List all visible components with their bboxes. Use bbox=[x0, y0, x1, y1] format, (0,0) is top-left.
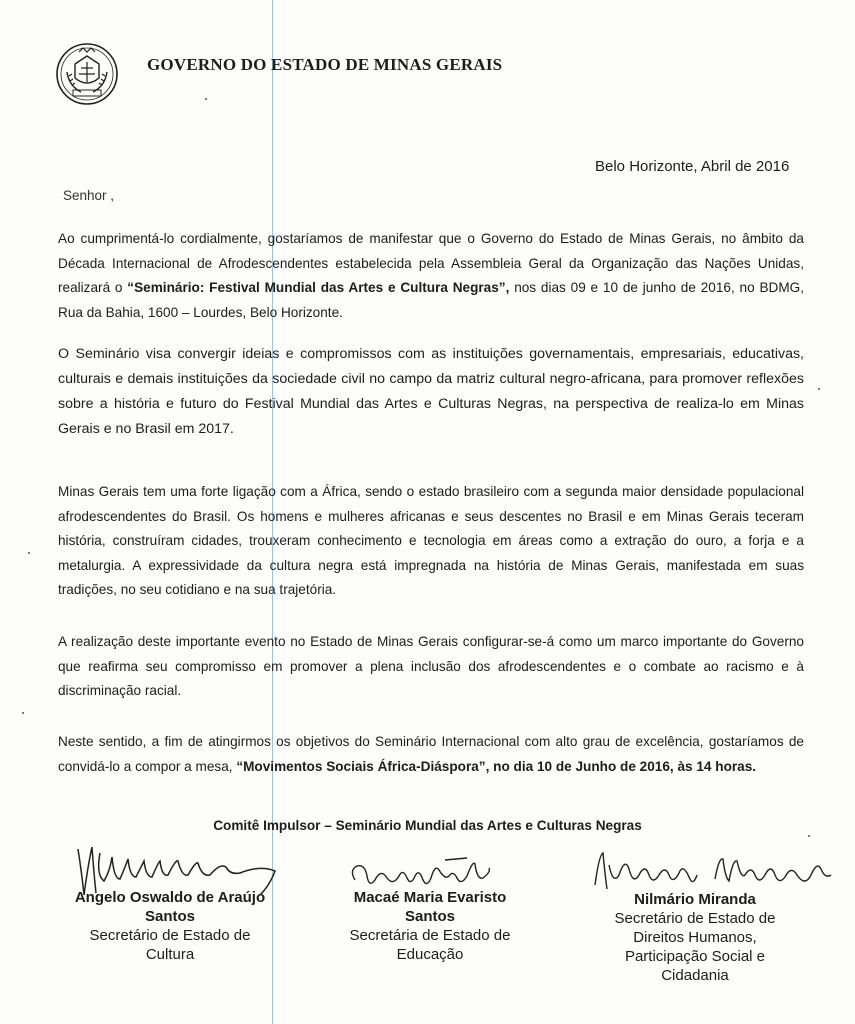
paragraph-seminar-aim: O Seminário visa convergir ideias e compromissos com as instituições governamentais, empresariais, educativas, culturais e demais instituições da sociedade civil no campo da matriz cultural negro-africana, para promover reflexões sobre a história e futuro do Festival Mundial das Artes e Culturas Negras, na perspectiva de realiza-lo em Minas Gerais e no Brasil em 2017. bbox=[58, 346, 804, 437]
paragraph-invitation-panel bbox=[58, 730, 804, 779]
salutation: Senhor , bbox=[63, 188, 115, 203]
paragraph-text: Ao cumprimentá-lo cordialmente, gostaríamos de manifestar que o Governo do Estado de Minas Gerais, no âmbito da Década Internacional de Afrodescendentes estabelecida pela Assembleia Geral da Organização das Nações Unidas, realizará o bbox=[58, 231, 804, 295]
paragraph-text: nos dias 09 e 10 de junho de 2016, no BDMG, Rua da Bahia, 1600 – Lourdes, Belo Horizonte. bbox=[58, 280, 805, 320]
signatory-human-rights bbox=[575, 890, 815, 985]
scan-speck bbox=[818, 388, 820, 390]
signatory-name: Nilmário Miranda bbox=[634, 891, 756, 908]
paragraph-event-importance: A realização deste importante evento no Estado de Minas Gerais configurar-se-á como um marco importante do Governo que reafirma seu compromisso em promover a plena inclusão dos afrodescendentes e o combate ao racismo e à discriminação racial. bbox=[58, 634, 804, 698]
seminar-title: “Seminário: Festival Mundial das Artes e Cultura Negras”, bbox=[127, 280, 510, 295]
signatory-name-cont: Santos bbox=[144, 908, 195, 925]
scan-speck bbox=[28, 552, 30, 554]
coat-of-arms-seal-icon bbox=[55, 42, 119, 106]
paragraph-invitation-intro bbox=[58, 227, 804, 325]
scan-speck bbox=[808, 835, 810, 837]
letter-date: Belo Horizonte, Abril de 2016 bbox=[595, 158, 790, 175]
signatory-role: Secretário de Estado de bbox=[614, 910, 776, 927]
paragraph-text: Neste sentido, a fim de atingirmos os objetivos do Seminário Internacional com alto grau de excelência, gostaríamos de convidá-lo a compor a mesa, bbox=[58, 734, 804, 774]
committee-heading: Comitê Impulsor – Seminário Mundial das Artes e Culturas Negras bbox=[213, 818, 642, 833]
government-header-title: GOVERNO DO ESTADO DE MINAS GERAIS bbox=[147, 55, 503, 74]
signatory-name: Macaé Maria Evaristo bbox=[353, 889, 507, 906]
paragraph-minas-africa: Minas Gerais tem uma forte ligação com a África, sendo o estado brasileiro com a segunda maior densidade populacional afrodescendentes do Brasil. Os homens e mulheres africanas e seus descentes no Brasil e em Minas Gerais teceram história, construíram cidades, trouxeram conhecimento e tecnologia em áreas como a extração do ouro, a forja e a metalurgia. A expressividade da cultura negra está impregnada na história de Minas Gerais, manifestada em suas tradições, no seu cotidiano e na sua trajetória. bbox=[58, 484, 804, 597]
signatory-culture bbox=[50, 888, 290, 964]
panel-title-date: “Movimentos Sociais África-Diáspora”, no dia 10 de Junho de 2016, às 14 horas. bbox=[236, 758, 757, 774]
scan-speck bbox=[22, 712, 24, 714]
signatory-role-cont: Cultura bbox=[145, 946, 195, 963]
signatory-education bbox=[320, 888, 540, 964]
signatory-role-cont: Participação Social e bbox=[624, 948, 766, 965]
scan-speck bbox=[205, 98, 207, 100]
signatory-role-cont: Cidadania bbox=[661, 967, 729, 984]
signatory-name: Angelo Oswaldo de Araújo bbox=[74, 889, 266, 906]
signatory-role: Secretária de Estado de bbox=[349, 927, 511, 944]
signatory-role: Secretário de Estado de bbox=[89, 927, 251, 944]
signatory-name-cont: Santos bbox=[404, 908, 455, 925]
signatory-role-cont: Direitos Humanos, bbox=[633, 929, 757, 946]
signatory-role-cont: Educação bbox=[396, 946, 464, 963]
